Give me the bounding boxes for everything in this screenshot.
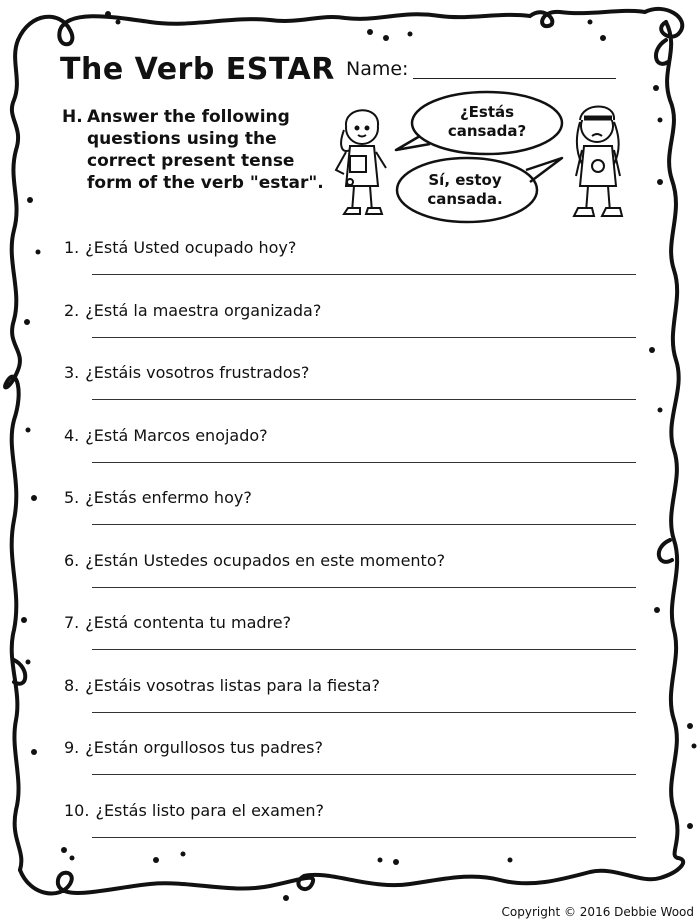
question-number: 8. [64,675,80,695]
question-item [64,613,636,676]
question-item [64,738,636,801]
answer-line[interactable] [92,274,636,275]
question-number: 1. [64,238,80,257]
answer-line[interactable] [92,524,636,525]
answer-line[interactable] [92,337,636,338]
question-number: 10. [64,800,90,820]
question-item [64,363,636,426]
question-item [64,801,636,864]
worksheet-title: The Verb ESTAR [60,52,335,87]
question-bubble-text: ¿Estás cansada? [447,103,527,140]
question-text: ¿Está contenta tu madre? [85,613,292,632]
question-text: ¿Está Marcos enojado? [85,425,268,445]
name-label: Name: [346,58,409,80]
answer-line[interactable] [92,712,636,713]
question-list [64,238,636,863]
question-item [64,488,636,551]
answer-bubble-text: Sí, estoy cansada. [427,171,503,208]
name-field-line[interactable] [413,78,616,79]
question-text: ¿Están Ustedes ocupados en este momento? [85,550,446,570]
answer-line[interactable] [92,837,636,838]
question-number: 7. [64,613,80,632]
question-text: ¿Estáis vosotras listas para la fiesta? [85,675,380,695]
left-girl-figure [336,110,386,214]
question-text: ¿Estás enfermo hoy? [85,488,252,507]
question-number: 4. [64,425,80,445]
right-girl-figure [574,107,622,217]
question-item [64,238,636,301]
answer-line[interactable] [92,774,636,775]
question-text: ¿Estás listo para el examen? [95,800,324,820]
answer-line[interactable] [92,462,636,463]
answer-line[interactable] [92,399,636,400]
answer-line[interactable] [92,649,636,650]
question-text: ¿Están orgullosos tus padres? [85,738,323,757]
question-number: 6. [64,550,80,570]
copyright-notice: Copyright © 2016 Debbie Wood [501,905,694,919]
question-number: 2. [64,300,80,320]
question-number: 9. [64,738,80,757]
question-item [64,301,636,364]
instructions [62,106,332,194]
question-number: 5. [64,488,80,507]
question-item [64,676,636,739]
question-number: 3. [64,363,80,382]
question-text: ¿Está Usted ocupado hoy? [85,238,297,257]
section-letter: H. [62,107,83,127]
answer-line[interactable] [92,587,636,588]
question-text: ¿Está la maestra organizada? [85,300,322,320]
instructions-text: Answer the following questions using the correct present tense form of the verb "estar". [87,107,324,193]
question-item [64,551,636,614]
question-item [64,426,636,489]
question-text: ¿Estáis vosotros frustrados? [85,363,310,382]
